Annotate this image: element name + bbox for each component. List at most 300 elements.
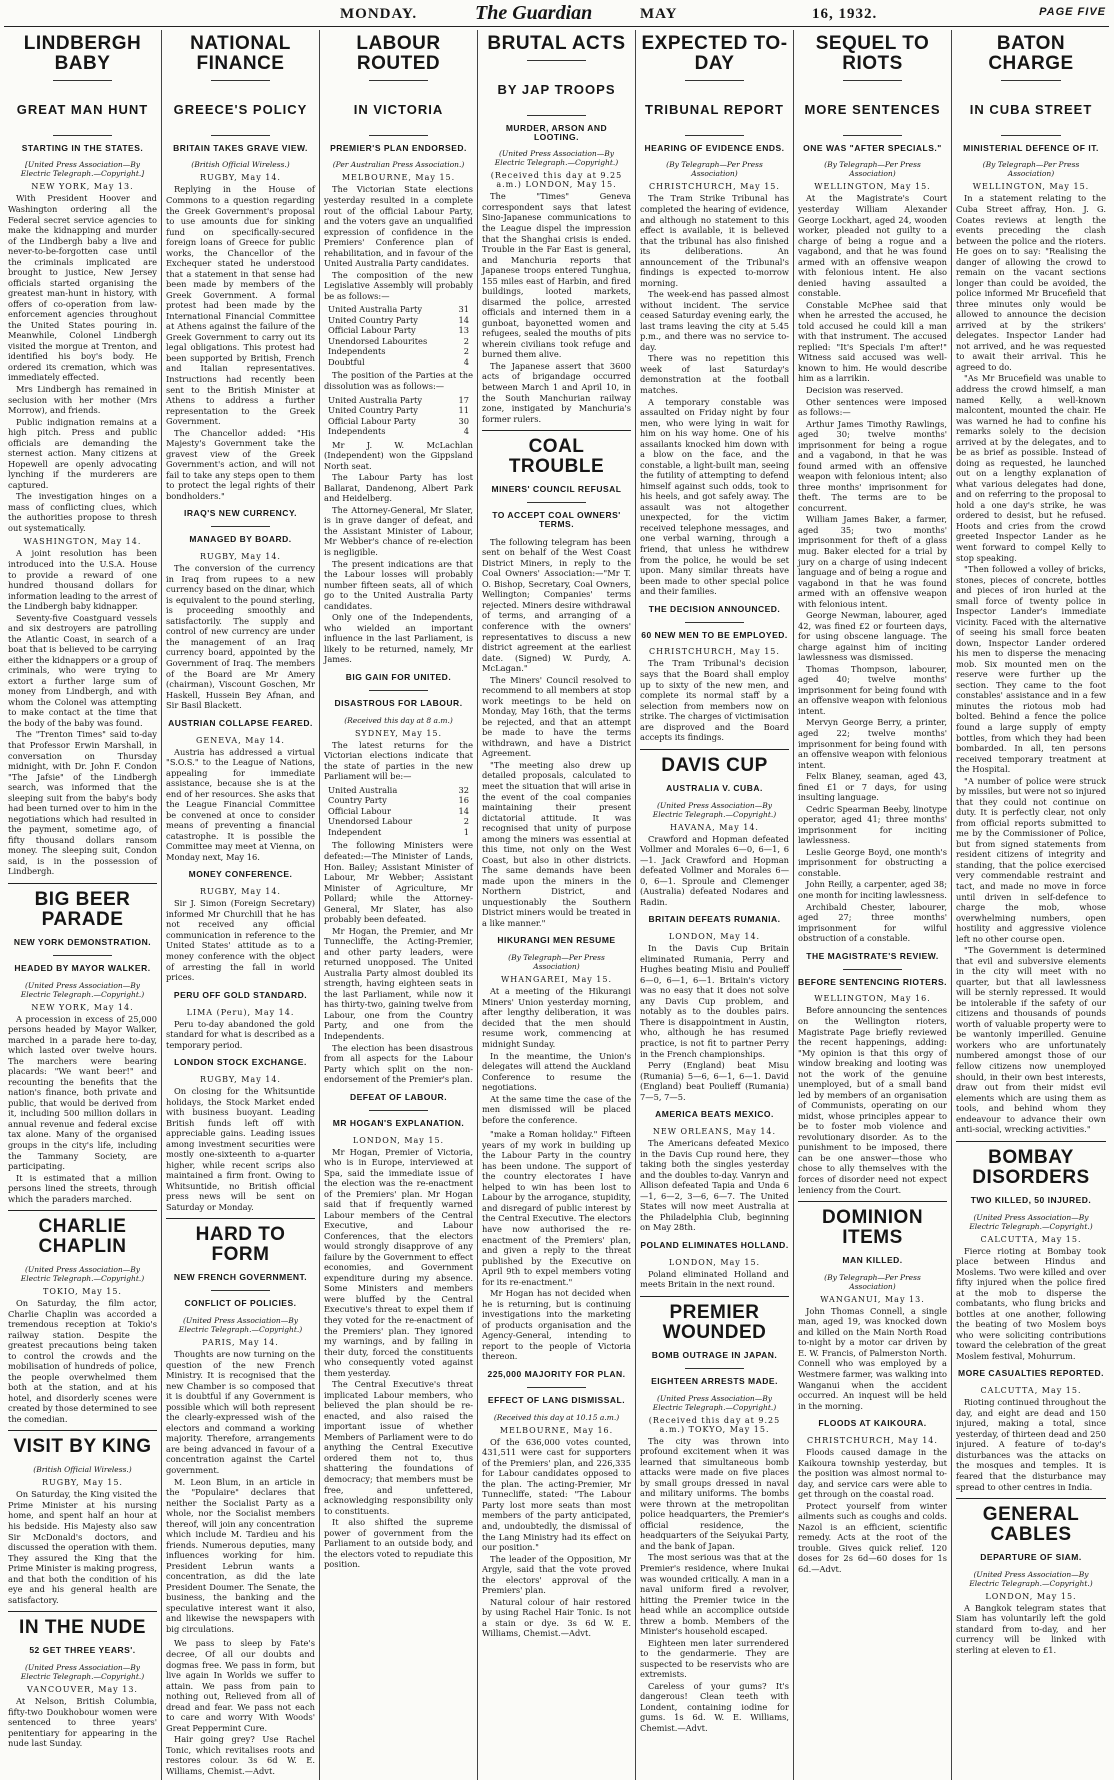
story-deck-secondary: EIGHTEEN ARRESTS MADE. [651,1375,778,1386]
news-column [162,30,320,1780]
news-story [324,673,473,1085]
story-dateline: WHANGAREI, May 15. [501,975,612,985]
masthead-paper-title: The Guardian [475,2,593,24]
wire-credit: (United Press Association—By Electric Telegraph.—Copyright.) [969,1569,1093,1588]
story-paragraph: The "Times" Geneva correspondent says that latest Sino-Japanese communications to the League dispel the impression that the Shanghai crisis is ended. Trouble in the Far East is general, and Manchuria reports that Japanese troops entered Tunghua, 155 miles east of Harbin, and fired buildings, looted markets, disarmed the police, arrested officials and interned them in a gunboat, bayonetted women and refugees, sealed the mouths of pits wherein civilians took refuge and burned them alive. [482,191,631,360]
story-body [640,193,789,596]
story-dateline: CHRISTCHURCH, May 15. [649,647,780,657]
seat-count: 14 [458,805,469,816]
story-paragraph: Mrs Lindbergh has remained in seclusion with her mother (Mrs Morrow), and friends. [8,384,157,416]
subhead-rule [685,135,745,136]
story-paragraph: The conversion of the currency in Iraq from rupees to a new currency based on the dinar, which is equivalent to the pound sterling, is proceeding smoothly and satisfactorily. The supply and control of new currency are under the management of an Iraq currency board, appointed by the Government of Iraq. The members of the Board are Mr Amery (chairman), Viscount Goschen, Mr Haskell, Hussein Bey Afnan, and Sir Basil Blackett. [166,563,315,711]
story-paragraph: On closing for the Whitsuntide holidays, the Stock Market ended with business buoyant. Leading British funds left off with appreciable gains. Leading issues among investment securities were mostly one-sixteenth to a-quarter higher, while recent scrips also maintained a firm front. Owing to Whitsuntide, no British official press news will be sent on Saturday or Monday. [166,1086,315,1212]
masthead-date: 16, 1932. [812,6,878,22]
story-paragraph: The Attorney-General, Mr Slater, is in grave danger of defeat, and the Assistant Minister of Labour, Mr Webber's chance of re-election is negligible. [324,504,473,557]
news-story [640,1241,789,1290]
story-paragraph: Protect yourself from winter ailments such as coughs and colds. Nazol is an efficient, scientific remedy. Acts at the root of the trouble. Gives quick relief. 120 doses for 2s 6d—60 doses for 1s 6d.—Advt. [798,1500,947,1574]
news-story [798,34,947,944]
story-headline: COAL TROUBLE [508,436,605,478]
story-paragraph: Poland eliminated Holland and meets Britain in the next round. [640,1268,789,1290]
wire-credit: (Received this day at 8 a.m.) [344,715,453,725]
deck-rule [53,955,113,956]
story-headline: PREMIER WOUNDED [662,1301,767,1343]
headline-rule [369,80,429,81]
story-paragraph: The Labour Party has lost Ballarat, Dandenong, Albert Park and Heidelberg. [324,472,473,504]
story-dateline: WELLINGTON, May 15. [814,182,931,192]
story-deck: MINISTERIAL DEFENCE OF IT. [963,142,1099,153]
story-dateline: WASHINGTON, May 14. [23,537,142,547]
story-deck: THE MAGISTRATE'S REVIEW. [806,950,939,961]
news-story [640,1110,789,1233]
party-name: Official Labour Party [328,415,416,426]
party-name: Independent [328,826,382,837]
story-paragraph: Mr Hogan has not decided when he is returning, but is continuing investigations into the marketing of products organisation and the Agency-General, intending to report to the people of Victoria thereon. [482,1288,631,1362]
story-dateline: RUGBY, May 14. [200,173,281,183]
news-column [952,30,1110,1780]
story-paragraph: The week-end has passed almost without incident. The service ceased Saturday evening early, the last trams leaving the city at 5.45 p.m., and there was no service to-day. [640,289,789,352]
seat-count: 2 [463,335,469,346]
story-dateline: TOKIO, May 15. [43,1287,122,1297]
story-deck-secondary: CONFLICT OF POLICIES. [184,1298,297,1309]
news-story [640,1296,789,1734]
story-body [482,1129,631,1362]
deck-rule [369,690,429,691]
story-paragraph: Replying in the House of Commons to a question regarding the Greek Government's proposal to use amounts due for sinking fund on specifically-secured foreign loans of Greece for public works, the Chancellor of the Exchequer stated he understood that a statement in that sense had been made by members of the Greek Government. A formal protest had been made by the International Financial Committee at Athens against the failure of the Greek Government to carry out its legal obligations. This protest had been supported by British, French and Italian representatives. Instructions had recently been sent to the British Minister at Athens to address a further representation to the Greek Government. [166,184,315,427]
story-deck: IRAQ'S NEW CURRENCY. [183,508,298,519]
story-separator [956,1498,1106,1499]
news-story [8,1430,157,1605]
wire-credit: (United Press Association—By Electric Telegraph.—Copyright.) [20,1663,145,1682]
headline-rule [685,80,745,81]
story-dateline: (Received this day at 9.25 a.m.) LONDON, May 15. [490,171,623,190]
story-deck: AUSTRALIA V. CUBA. [666,782,763,793]
story-body [482,1437,631,1639]
story-deck: MURDER, ARSON AND LOOTING. [505,122,608,142]
results-table [328,785,469,838]
story-paragraph: George Newman, labourer, aged 42, was fined £2 or fourteen days, for using obscene language. The charge against him of inciting lawlessness was dismissed. [798,610,947,663]
wire-credit: (United Press Association—By Electric Telegraph.—Copyright.) [178,1316,303,1335]
story-paragraph: Public indignation remains at a high pitch. Press and public officials are demanding the sternest action. Many citizens at Hopewell are openly advocating lynching if the murderers are captured. [8,416,157,490]
story-deck: AUSTRIAN COLLAPSE FEARED. [168,717,313,728]
deck-rule [527,1387,587,1388]
story-headline: CHARLIE CHAPLIN [38,1216,127,1258]
party-name: United Australia [328,784,398,795]
news-column [636,30,794,1780]
story-dateline: WELLINGTON, May 15. [972,182,1090,192]
party-name: Official Labour [328,805,391,816]
story-separator [640,749,789,750]
story-paragraph: Mervyn George Berry, a printer, aged 22; twelve months' imprisonment for being found with an offensive weapon with felonious intent. [798,717,947,770]
news-story [956,34,1106,1135]
seat-count: 16 [458,795,469,806]
story-body [956,1397,1106,1492]
results-table [328,395,469,437]
masthead-month: MAY [640,6,678,22]
news-story [482,1129,631,1362]
deck-rule [685,1368,745,1369]
story-deck: LONDON STOCK EXCHANGE. [174,1057,307,1068]
story-deck: 225,000 MAJORITY FOR PLAN. [487,1368,626,1379]
story-body [956,1246,1106,1362]
story-headline: SEQUEL TO RIOTS [815,33,930,74]
story-deck: NEW FRENCH GOVERNMENT. [173,1272,308,1283]
story-body [166,563,315,710]
story-body [640,1138,789,1233]
party-name: United Country Party [328,405,418,416]
story-separator [8,883,157,884]
story-dateline: CALCUTTA, May 15. [980,1386,1082,1396]
wire-credit: (By Telegraph—Per Press Association) [982,160,1080,179]
story-body [640,1436,789,1734]
story-body [640,1269,789,1290]
story-paragraph: At Nelson, British Columbia, fifty-two Doukhobour women were sentenced to three years' penitentiary for appearing in the nude last Sunday. [8,1696,157,1749]
party-name: Official Labour Party [328,325,416,336]
story-body [798,1306,947,1411]
story-paragraph: The following telegram has been sent on behalf of the West Coast District Miners, in reply to the Coal Owners' Association:—"Mr T. O. Bishop, Secretary, Coal Owners, Wellington; Companies' terms rejected. Miners desire withdrawal of terms, and arranging of a conference with the owners' representatives to discuss a new district agreement at the earliest date. (Signed) W. Purdy, A. McLagan." [482,536,631,674]
story-body [166,184,315,501]
results-row [328,395,469,406]
masthead [4,4,1109,27]
story-deck-secondary: DISASTROUS FOR LABOUR. [334,697,463,708]
news-story [8,34,157,533]
story-body [8,1696,157,1749]
story-paragraph: It also shifted the supreme power of government from the Parliament to an outside body, and the electors voted to repudiate this position. [324,1517,473,1570]
story-dateline: NEW ORLEANS, May 14. [652,1127,777,1137]
story-dateline: CHRISTCHURCH, May 14. [807,1436,938,1446]
story-body [8,193,157,533]
results-row [328,405,469,416]
story-paragraph: Constable McPhee said that when he arrested the accused, he told accused he could kill a man with that instrument. The accused replied: "It's Specials I'm after!" Witness said accused was well-known to him. He would describe him as a larrikin. [798,299,947,384]
story-dateline: MELBOURNE, May 16. [499,1425,614,1435]
story-deck: ONE WAS "AFTER SPECIALS." [803,142,942,153]
story-separator [166,1218,315,1219]
news-columns [4,30,1110,1776]
headline-rule [53,80,113,81]
results-row [328,315,469,326]
story-body [798,1447,947,1574]
story-headline: IN THE NUDE [19,1617,146,1639]
seat-count: 31 [458,304,469,315]
party-name: Unendorsed Labour [328,816,413,827]
news-column [320,30,478,1780]
results-row [328,816,469,827]
story-dateline: RUGBY, May 14. [200,887,281,897]
story-dateline: PARIS, May 14. [202,1338,279,1348]
story-deck: TWO KILLED, 50 INJURED. [970,1194,1092,1205]
story-body [324,184,473,664]
deck-rule [527,502,587,503]
story-headline: DOMINION ITEMS [821,1207,924,1248]
story-deck-secondary: 60 NEW MEN TO BE EMPLOYED. [641,629,788,640]
story-paragraph: The Japanese assert that 3600 acts of brigandage occurred between March 1 and April 10, in the South Manchurian railway zone, instigated by Manchuria's former rulers. [482,360,631,424]
story-paragraph: Hair going grey? Use Rachel Tonic, which revitalises roots and restores colour. 3s 6d W. E. Williams, Chemist.—Advt. [166,1734,315,1776]
story-dateline: LONDON, May 14. [668,932,761,942]
deck-rule [369,1110,429,1111]
news-story [956,1141,1106,1362]
subhead-rule [53,135,113,136]
news-story [798,952,947,1195]
story-paragraph: The latest returns for the Victorian elections indicate that the state of parties in the new Parliament will be:— [324,739,473,782]
story-subhead: TRIBUNAL REPORT [645,101,784,117]
story-deck: BRITAIN TAKES GRAVE VIEW. [173,142,308,153]
news-story [8,1210,157,1424]
news-column [478,30,636,1780]
story-body [166,1349,315,1634]
story-paragraph: "A number of police were struck by missiles, but were not so injured that they could not continue on duty. It is perfectly clear, not only from official reports submitted to me by the Commissioner of Police, but from signed statements from resident citizens of integrity and standing, that the police exercised very commendable restraint and tact, and made no move in force until driven in self-defence to charge the mob, whose overwhelming numbers, open hostility and aggressive violence left no other course open. [956,775,1106,944]
story-separator [956,1141,1106,1142]
story-paragraph: At the Magistrate's Court yesterday William Alexander George Lockhart, aged 24, wooden worker, pleaded not guilty to a charge of being a rogue and a vagabond, and that he was found armed with an offensive weapon with felonious intent. He also denied having assaulted a constable. [798,193,947,299]
story-body [166,1019,315,1051]
story-paragraph: In the meantime, the Union's delegates will attend the Auckland Conference to resume the negotiations. [482,1050,631,1093]
deck-rule [211,1290,271,1291]
story-deck-secondary: EFFECT OF LANG DISMISSAL. [487,1394,626,1405]
story-deck: PERU OFF GOLD STANDARD. [173,989,308,1000]
party-name: United Country Party [328,314,418,325]
wire-credit: (By Telegraph—Per Press Association) [824,1272,921,1291]
story-paragraph: The city was thrown into profound excitement when it was learned that simultaneous bomb attacks were made on five places by small groups dressed in naval and military uniforms. The bombs were thrown at the metropolitan police headquarters, the Premier's official residence, the headquarters of the Seiyukai Party, and the bank of Japan. [640,1435,789,1551]
party-name: Doubtful [328,356,365,367]
story-deck: MORE CASUALTIES REPORTED. [958,1368,1104,1379]
story-body [640,834,789,908]
story-paragraph: Floods caused damage in the Kaikoura township yesterday, but the position was almost normal to-day, and service cars were able to get through on the coastal road. [798,1447,947,1500]
results-row [328,336,469,347]
story-headline: LINDBERGH BABY [23,33,142,74]
news-story [482,936,631,1125]
story-headline: DAVIS CUP [661,754,768,776]
story-paragraph: Seventy-five Coastguard vessels and six destroyers are patrolling the Atlantic Coast, in search of a boat that is believed to be carrying either the kidnappers or a group of criminals, who were trying to extort a further large sum of money from Lindbergh, and with whom the Colonel was attempting to make contact at the time that the body of the baby was found. [8,612,157,728]
story-paragraph: At a meeting of the Hikurangi Miners' Union yesterday morning, after lengthy deliberation, it was decided that the men should resume work, commencing at midnight Sunday. [482,986,631,1049]
story-headline: BATON CHARGE [988,33,1074,74]
wire-credit: (British Official Wireless.) [33,1465,132,1475]
news-story [8,1611,157,1749]
story-body [798,193,947,943]
story-deck-secondary: BEFORE SENTENCING RIOTERS. [798,976,948,987]
seat-count: 30 [458,415,469,426]
story-body [482,986,631,1125]
story-paragraph: In the Davis Cup Britain eliminated Rumania, Perry and Hughes beating Misiu and Poulieff 6—0, 6—1, 6—1. Britain's victory was no easy that it does not solve any Davis Cup problem, and notably as to the doubles pairs. There is disappointment in Austin, who, although he has resumed practice, is not fit to partner Perry in the French championships. [640,943,789,1059]
news-story [956,1369,1106,1492]
story-deck: BRITAIN DEFEATS RUMANIA. [648,914,781,925]
masthead-day: MONDAY. [340,6,418,22]
results-row [328,357,469,368]
news-story [798,1419,947,1574]
story-headline: EXPECTED TO-DAY [641,33,788,74]
story-dateline: WANGANUI, May 13. [820,1294,925,1304]
party-name: Unendorsed Labourites [328,335,428,346]
story-paragraph: The Victorian State elections yesterday resulted in a complete rout of the official Labour Party, and the voters gave an unqualified expression of confidence in the Premiers' Conference plan of rehabilitation, and in favour of the United Australia Party candidates. [324,184,473,269]
headline-rule [843,80,903,81]
story-paragraph: Natural colour of hair restored by using Rachel Hair Tonic. Is not a stain or dye. 3s 6d W. E. Williams, Chemist.—Advt. [482,1596,631,1639]
story-dateline: CALCUTTA, May 15. [980,1234,1082,1244]
story-dateline: NEW YORK, May 14. [31,1002,134,1012]
news-story [166,719,315,863]
story-dateline: RUGBY, May 14. [200,1075,281,1085]
news-story [166,509,315,710]
wire-credit: (United Press Association—By Electric Telegraph.—Copyright.) [652,1393,777,1412]
news-column [794,30,952,1780]
wire-credit: (United Press Association—By Electric Telegraph.—Copyright.) [20,980,145,999]
seat-count: 2 [463,346,469,357]
story-paragraph: "make a Roman holiday." Fifteen years of my work in building up the Labour Party in the country has been undone. The support of the country electorates I have helped to win has been lost to Labour by the arrogance, stupidity, and disregard of public interest by the Central Executive. The electors have now authorised the re-enactment of the Premiers' plan, and given a reply to the threat published by the Executive on April 9th to expel members voting for its re-enactment." [482,1129,631,1287]
story-paragraph: A joint resolution has been introduced into the U.S.A. House to provide a reward of one hundred thousand dollars for information leading to the arrest of the Lindbergh baby kidnapper. [8,548,157,612]
story-deck: FLOODS AT KAIKOURA. [818,1418,927,1429]
seat-count: 11 [458,405,469,416]
story-subhead: GREECE'S POLICY [173,101,308,117]
story-deck-secondary: MANAGED BY BOARD. [189,534,292,545]
wire-credit: (Per Australian Press Association.) [332,160,465,170]
story-paragraph: The position of the Parties at the dissolution was as follows:— [324,370,473,391]
story-headline: GENERAL CABLES [982,1504,1080,1545]
story-paragraph: The composition of the new Legislative Assembly will probably be as follows:— [324,269,473,301]
story-dateline: (Received this day at 9.25 a.m.) TOKYO, May 15. [648,1415,781,1434]
story-paragraph: The "Trenton Times" said to-day that Professor Erwin Marshall, in conversation on Thursday midnight, with Dr. John F. Condon "The Jafsie" of the Lindbergh search, was informed that the sleeping suit from the baby's body had been turned over to him in the negotiations which had resulted in the payment, sometime ago, of fifty thousand dollars ransom money. The sleeping suit, Condon said, is in the possession of Lindbergh. [8,729,157,877]
story-paragraph: The Chancellor added: "His Majesty's Government take the gravest view of the Greek Government's action, and will not fail to take any steps open to them to protect the legal rights of their bondholders." [166,427,315,501]
news-story [798,1201,947,1411]
story-paragraph: A procession in excess of 25,000 persons headed by Mayor Walker, marched in a parade here to-day, which lasted over twelve hours. The marchers were bearing placards: "We want beer!" and recounting the benefits that the nation's finance, both private and public, that would be derived from it, including 500 million dollars in annual revenue and federal excise tax alone. Many of the organised groups in the city's life, including the Tammany Society, are participating. [8,1013,157,1172]
news-story [640,749,789,908]
deck-rule [843,969,903,970]
story-dateline: RUGBY, May 15. [42,1478,123,1488]
story-paragraph: The Miners' Council resolved to recommend to all members at stop work meetings to be held on Monday, May 16th, that the terms be rejected, and that an attempt be made to have the terms withdrawn, and have a District Agreement. [482,674,631,759]
story-paragraph: It is estimated that a million persons lined the streets, through which the paraders marched. [8,1172,157,1204]
results-row [328,346,469,357]
story-dateline: SYDNEY, May 15. [354,728,443,738]
story-dateline: GENEVA, May 14. [196,735,285,745]
story-paragraph: The election has been disastrous from all aspects for the Labour Party which split on the non-endorsement of the Premier's plan. [324,1042,473,1085]
story-headline: BIG BEER PARADE [34,888,131,930]
story-deck: MAN KILLED. [842,1254,903,1265]
party-name: Independents [328,426,386,437]
story-dateline: NEW YORK, May 13. [31,182,134,192]
wire-credit: (By Telegraph—Per Press Association) [824,160,921,179]
news-story [482,1370,631,1639]
news-story [640,605,789,743]
story-paragraph: Sir J. Simon (Foreign Secretary) informed Mr Churchill that he has not received any official communication in reference to the United States' attitude as to a money conference with the object of arresting the fall in world prices. [166,898,315,983]
results-row [328,795,469,806]
story-dateline: WELLINGTON, May 16. [814,994,931,1004]
story-subhead: MORE SENTENCES [804,101,941,117]
seat-count: 14 [458,314,469,325]
story-paragraph: Fierce rioting at Bombay took place between Hindus and Moslems. Two were killed and over fifty injured when the police fired at the mob to disperse the combatants, who flung bricks and bottles at one another, following the beating of two Moslem boys who were soliciting contributions toward the celebration of the great Moslem festival, Mohurrum. [956,1245,1106,1361]
story-paragraph: Rioting continued throughout the day, and eight are dead and 150 injured, making a total, since yesterday, of thirteen dead and 250 injured. A feature of to-day's disturbances was the attacks on the mosques and temples. It is feared that the disturbance may spread to other centres in India. [956,1397,1106,1492]
story-paragraph: Before announcing the sentences on the Wellington rioters, Magistrate Page briefly reviewed the recent happenings, adding: "My opinion is that this orgy of window breaking and looting was not the work of the genuine unemployed, but of a small band led by members of an organisation of Communists, operating on our midst, whose principles appear to be to foster mob violence and revolutionary disorder. As to the punishment to be imposed, there can be one answer—those who chose to ally themselves with the forces of disorder need not expect leniency from the Court. [798,1005,947,1195]
subhead-rule [369,135,429,136]
headline-rule [211,80,271,81]
story-paragraph: The following Ministers were defeated:—The Minister of Lands, Hon. Bailey; Assistant Minister of Labour, Mr Webber; Assistant Minister of Agriculture, Mr Pollard; while the Attorney-General, Mr Slater, has also probably been defeated. [324,840,473,925]
news-story [166,34,315,501]
story-paragraph: Archibald Chester, labourer, aged 27; three months' imprisonment for wilful obstruction of a constable. [798,901,947,944]
party-name: United Australia Party [328,394,423,405]
story-deck: HIKURANGI MEN RESUME [497,935,616,946]
story-deck: BIG GAIN FOR UNITED. [345,671,452,682]
story-paragraph: With President Hoover and Washington ordering all the Federal secret service agencies to make the kidnapping and murder of the Lindbergh baby a live and never-to-be-forgotten case until the criminals implicated are brought to justice, New Jersey officials started organising the greatest man-hunt in history, with offers of co-operation from law-enforcement agencies throughout the United States pouring in. Meanwhile, Colonel Lindbergh visited the morgue at Trenton, and identified his boy's body. He ordered its cremation, which was immediately effected. [8,193,157,383]
story-paragraph: The Tram Strike Tribunal has completed the hearing of evidence, and although no statement to this effect is available, it is believed that the tribunal has also finished its deliberations. An announcement of the Tribunal's findings is expected to-morrow morning. [640,193,789,288]
news-story [166,870,315,982]
story-paragraph: Mr J. W. McLachlan (Independent) won the Gippsland North seat. [324,439,473,471]
story-deck: NEW YORK DEMONSTRATION. [13,936,152,947]
story-paragraph: Perry (England) beat Misu (Rumania) 5—6, 6—1, 6—1. David (England) beat Poulieff (Rumania) 7—5, 7—5. [640,1060,789,1102]
story-headline: LABOUR ROUTED [356,33,441,74]
story-dateline: MELBOURNE, May 15. [341,173,456,183]
story-paragraph: The most serious was that at the Premier's residence, where Inukai was wounded critically. A man in a naval uniform fired a revolver, hitting the Premier twice in the head while an accomplice outside threw a bomb. Members of the Minister's household escaped. [640,1552,789,1637]
wire-credit: (United Press Association—By Electric Telegraph.—Copyright.) [652,800,777,819]
story-paragraph: The leader of the Opposition, Mr Argyle, said that the vote proved the electors' approval of the Premiers' plan. [482,1553,631,1596]
story-deck: 52 GET THREE YEARS'. [29,1645,136,1656]
story-paragraph: John Thomas Connell, a single man, aged 19, was knocked down and killed on the Main North Road to-night by a motor car driven by E. W. Francis, of Palmerston North. Connell who was employed by a Westmere farmer, was walking into Wanganui when the accident occurred. An inquest will be held in the morning. [798,1305,947,1411]
story-headline: VISIT BY KING [13,1436,152,1458]
story-paragraph: "The meeting also drew up detailed proposals, calculated to meet the situation that will arise in the event of the coal companies maintaining their present dictatorial attitude. It was recognised that unity of purpose among the miners was essential at this time, not only on the West Coast, but also in other districts. The same demands have been made upon the miners in the Northern District, and unquestionably the Southern District miners would be treated in a like manner." [482,759,631,928]
wire-credit: (By Telegraph—Per Press Association) [666,160,763,179]
story-deck: POLAND ELIMINATES HOLLAND. [640,1239,789,1250]
news-column [4,30,162,1780]
party-name: United Australia Party [328,304,423,315]
story-body [166,1086,315,1212]
story-paragraph: M. Leon Blum, in an article in the "Populaire" declares that neither the Socialist Party as a whole, nor the Socialist members thereof, will join any concentration which include M. Tardieu and his friends. Numerous deputies, many influences working for him. President Lebrun wants a concentration, as did the late President Doumer. The Senate, the business, the banking and the speculative interest want it also, and likewise the newspapers with big circulations. [166,1476,315,1634]
story-paragraph: Careless of your gums? It's dangerous! Clean teeth with Londent, containing iodine for gums. 1s 6d. W. E. Williams, Chemist.—Advt. [640,1680,789,1733]
story-body [324,740,473,1085]
story-paragraph: We pass to sleep by Fate's decree, Of all our doubts and dogmas free. We pass in form, but live again In Worlds we suffer to attain. We pass from pain to nothing out, Relieved from all of dread and fear. We pass not each to care and worry With Woods' Great Peppermint Cure. [166,1638,315,1733]
story-body [324,1147,473,1570]
story-paragraph: At the same time the case of the men dismissed will be placed before the conference. [482,1093,631,1125]
results-row [328,416,469,427]
deck-rule [685,622,745,623]
story-deck: DEPARTURE OF SIAM. [980,1551,1082,1562]
results-row [328,426,469,437]
story-paragraph: On Saturday, the film actor, Charlie Chaplin was accorded a tremendous reception at Tokio's railway station. Despite the greatest precautions being taken to control the crowds and the mobilisation of hundreds of police, the people overwhelmed them both at the station, and at his hotel, and disorderly scenes were created by those determined to see the comedian. [8,1298,157,1424]
story-paragraph: "Then followed a volley of bricks, stones, pieces of concrete, bottles and pieces of iron hurled at the small force of twenty police in Inspector Lander's immediate vicinity. Faced with the alternative of seeing his small force beaten down, Inspector Lander ordered his men to disperse the menacing mob. Six mounted men on the reserve were further up the section. They came to the foot constables' assistance and in a few minutes the riotous mob had bolted. Behind a fence the police found a large supply of empty bottles, from which they had been bombarded. In all, ten persons received temporary treatment at the Hospital. [956,564,1106,775]
results-row [328,806,469,817]
seat-count: 13 [458,325,469,336]
subhead-rule [527,115,587,116]
story-paragraph: Peru to-day abandoned the gold standard for what is described as a temporary period. [166,1018,315,1050]
story-paragraph: Crawford and Hopman defeated Vollmer and Morales 6—0, 6—1, 6—1. Jack Crawford and Hopman defeated Vollmer and Morales 6—0, 6—1. Sproule and Clemenger (Australia) defeated Nodares and Radin. [640,833,789,907]
story-separator [482,430,631,431]
story-body [8,1298,157,1424]
story-paragraph: John Reilly, a carpenter, aged 38; one month for inciting lawlessness. [798,879,947,900]
story-paragraph: Decision was reserved. [806,385,904,395]
story-paragraph: Of the 636,000 votes counted, 431,511 were cast for supporters of the Premiers' plan, and 226,335 for Labour candidates opposed to the plan. The acting-Premier, Mr Tunnecliffe, stated: "The Labour Party lost more seats than most members of the party anticipated, and, undoubtedly, the dismissal of the Lang Ministry had its effect on our position." [482,1436,631,1553]
story-paragraph: Thoughts are now turning on the question of the new French Ministry. It is recognised that the new Chamber is so composed that it is doubtful if any Government is possible which will both represent the clearly-expressed wish of the electors and command a working majority. Therefore, arrangements are being advanced in favour of a concentration against the Cartel government. [166,1349,315,1475]
story-dateline: VANCOUVER, May 13. [27,1685,138,1695]
story-dateline: HAVANA, May 14. [670,822,759,832]
story-headline: BOMBAY DISORDERS [972,1146,1090,1188]
wire-credit: (British Official Wireless.) [191,160,290,170]
news-story [482,34,631,424]
headline-rule [527,60,587,61]
news-story [956,1498,1106,1655]
news-story [166,991,315,1051]
story-deck: HEARING OF EVIDENCE ENDS. [644,142,785,153]
story-deck: DEFEAT OF LABOUR. [349,1091,448,1102]
story-separator [8,1611,157,1612]
story-paragraph: Mr Hogan, Premier of Victoria, who is in Europe, interviewed at Spa, said the immediate issue of the election was the re-enactment of the Premiers' plan. Mr Hogan said that if frequently warned Labour members of the Central Executive, and Labour Conferences, that the electors would strongly disapprove of any failure by the Government to effect economies, and Government expenditure during my absence. Some Ministers and members were bluffed by the Central Executive's threat to expel them if they voted for the re-enactment of the Premiers' plan. They ignored my warnings, and by failing in their duty, forced the constituents who consequently voted against them yesterday. [324,1146,473,1378]
story-dateline: LONDON, May 15. [985,1591,1077,1601]
story-paragraph: Felix Blaney, seaman, aged 43, fined £1 or 7 days, for using insulting language. [798,771,947,803]
story-body [956,193,1106,1134]
headline-rule [1001,80,1061,81]
news-story [324,34,473,665]
story-deck: MONEY CONFERENCE. [188,869,293,880]
news-story [166,1638,315,1776]
story-headline: BRUTAL ACTS [487,33,626,54]
story-deck: MINERS' COUNCIL REFUSAL [491,483,622,494]
seat-count: 1 [463,826,469,837]
story-paragraph: "The Government is determined that evil and subversive elements in the city will meet with no quarter, but that all lawlessness will be sternly repressed. It would be intolerable if the safety of our citizens and thousands of pounds worth of valuable property were to be wantonly imperilled. Genuine workers who are unfortunately numbered amongst those of our fellow citizens now unemployed should, in their own best interests, draw out from their midst evil elements which are using them as tools, and behind whom they endeavour to advance their own anti-social, wrecking activities." [956,945,1106,1135]
news-story [640,915,789,1102]
story-dateline: LIMA (Peru), May 14. [186,1007,295,1017]
story-paragraph: On Saturday, the King visited the Prime Minister at his nursing home, and spent half an hour at his bedside. His Majesty also saw Sir McDonald's doctors, and discussed the operation with them. They assured the King that the Prime Minister is making progress, and that both the condition of his eye and his general health are satisfactory. [8,1489,157,1605]
story-paragraph: Thomas Thompson, labourer, aged 40; twelve months' imprisonment for being found with an offensive weapon with felonious intent. [798,663,947,716]
